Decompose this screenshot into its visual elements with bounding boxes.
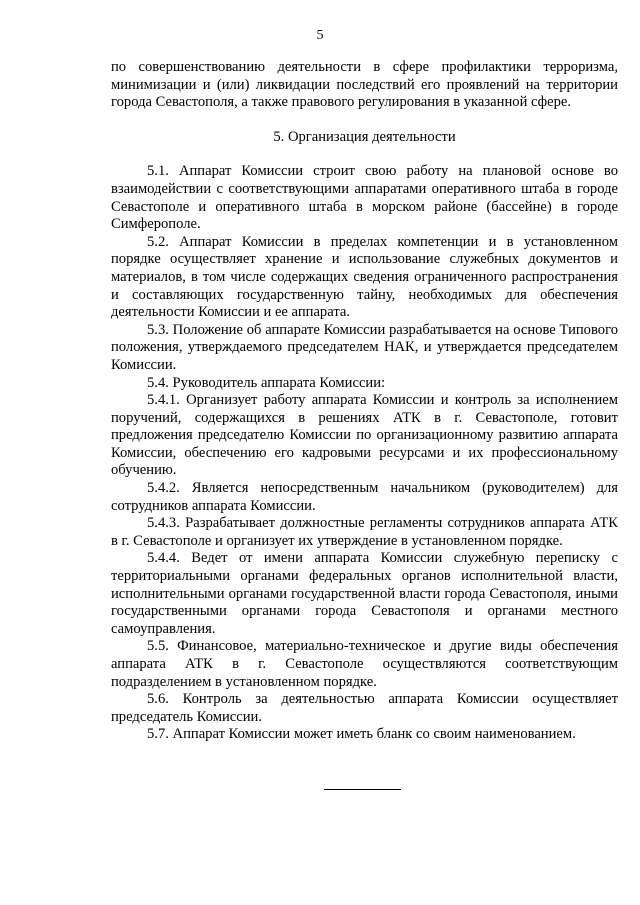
paragraph-5-1: 5.1. Аппарат Комиссии строит свою работу на плановой основе во взаимодействии с соответствующими аппаратами оперативного штаба в городе Севастополе и оперативного штаба в морском районе (бассейне) в городе Симферополе.: [111, 163, 618, 233]
section-heading: 5. Организация деятельности: [273, 128, 456, 145]
paragraph-5-2: 5.2. Аппарат Комиссии в пределах компетенции и в установленном порядке осуществляет хранение и использование служебных документов и материалов, в том числе содержащих сведения ограниченного распространения и составляющих государственную тайну, необходимых для обеспечения деятельности Комиссии и ее аппарата.: [111, 233, 618, 321]
paragraph-5-3: 5.3. Положение об аппарате Комиссии разрабатывается на основе Типового положения, утверждаемого председателем НАК, и утверждается председателем Комиссии.: [111, 321, 618, 373]
paragraph-5-4-3: 5.4.3. Разрабатывает должностные регламенты сотрудников аппарата АТК в г. Севастополе и организует их утверждение в установленном порядке.: [111, 515, 618, 549]
paragraph-5-4-2: 5.4.2. Является непосредственным начальником (руководителем) для сотрудников аппарата Комиссии.: [111, 480, 618, 514]
paragraph-5-6: 5.6. Контроль за деятельностью аппарата Комиссии осуществляет председатель Комиссии.: [111, 691, 618, 725]
paragraph-5-4-1: 5.4.1. Организует работу аппарата Комиссии и контроль за исполнением поручений, содержащихся в решениях АТК в г. Севастополе, готовит предложения председателю Комиссии по организационному развитию аппарата Комиссии, обеспечению его кадровыми ресурсами и их профессиональному обучению.: [111, 392, 618, 479]
paragraph-5-4-4: 5.4.4. Ведет от имени аппарата Комиссии служебную переписку с территориальными органами федеральных органов исполнительной власти, исполнительными органами государственной власти города Севастополя, иными государственными органами города Севастополя и органами местного самоуправления.: [111, 550, 618, 637]
intro-paragraph: по совершенствованию деятельности в сфере профилактики терроризма, минимизации и (или) ликвидации последствий его проявлений на территории города Севастополя, а также правового регулирования в указанной сфере.: [111, 59, 618, 111]
end-of-document-rule: [324, 789, 401, 790]
document-body: [111, 59, 618, 744]
paragraph-5-4: 5.4. Руководитель аппарата Комиссии:: [147, 374, 386, 391]
page-number: 5: [316, 28, 324, 43]
paragraph-5-7: 5.7. Аппарат Комиссии может иметь бланк со своим наименованием.: [147, 726, 576, 743]
paragraph-5-5: 5.5. Финансовое, материально-техническое и другие виды обеспечения аппарата АТК в г. Севастополе осуществляются соответствующим подразделением в установленном порядке.: [111, 638, 618, 690]
